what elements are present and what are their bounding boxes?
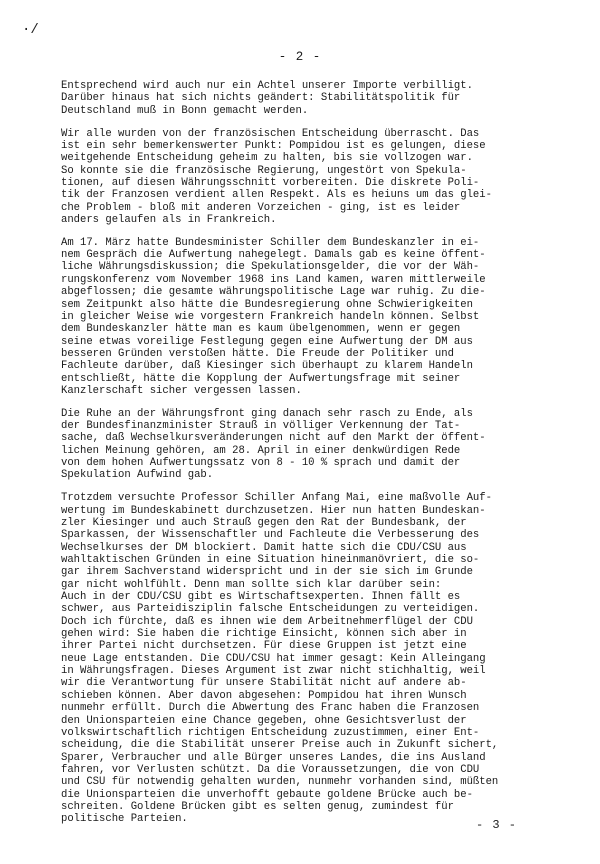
corner-mark: ·/ (22, 22, 39, 38)
text-line: und CSU für notwendig gehalten wurden, nunmehr vorhanden sind, müßten (61, 776, 499, 789)
text-line: tionen, auf diesen Währungsschnitt vorbereiten. Die diskrete Poli- (61, 176, 480, 189)
text-line: rungskonferenz vom November 1968 ins Land kamen, waren mittlerweile (61, 273, 486, 286)
text-line: Trotzdem versuchte Professor Schiller Anfang Mai, eine maßvolle Auf- (61, 492, 492, 505)
text-line: schieben können. Aber davon abgesehen: Pompidou hat ihren Wunsch (61, 689, 467, 702)
text-line: schwer, aus Parteidisziplin falsche Entscheidungen zu verteidigen. (61, 603, 480, 616)
text-line: in Währungsfragen. Dieses Argument ist zwar nicht stichhaltig, weil (61, 665, 486, 678)
text-line: ist ein sehr bemerkenswerter Punkt: Pompidou ist es gelungen, diese (61, 139, 486, 152)
text-line: lichen Meinung gehören, am 28. April in einer denkwürdigen Rede (61, 444, 461, 457)
text-line: Wir alle wurden von der französischen Entscheidung überrascht. Das (61, 127, 480, 140)
text-line: von dem hohen Aufwertungssatz von 8 - 10 % sprach und damit der (61, 457, 461, 470)
text-line: So konnte sie die französische Regierung, ungestört von Spekula- (61, 164, 467, 177)
text-line: gar nicht wohlfühlt. Denn man sollte sich klar darüber sein: (61, 578, 442, 591)
text-line: der Bundesfinanzminister Strauß in völliger Verkennung der Tat- (61, 420, 461, 433)
paragraph-3 (61, 237, 571, 397)
text-line: schreiten. Goldene Brücken gibt es selten genug, zumindest für (61, 800, 454, 813)
text-line: wertung im Bundeskabinett durchzusetzen. Hier nun hatten Bundeskan- (61, 504, 486, 517)
text-line: volkswirtschaftlich richtigen Entscheidung zuzustimmen, einer Ent- (61, 726, 480, 739)
text-line: nunmehr erfüllt. Durch die Abwertung des Franc haben die Franzosen (61, 702, 480, 715)
text-line: Entsprechend wird auch nur ein Achtel unserer Importe verbilligt. (61, 80, 473, 92)
text-line: Die Ruhe an der Währungsfront ging danach sehr rasch zu Ende, als (61, 407, 473, 420)
text-line: nem Gespräch die Aufwertung nahegelegt. Damals gab es keine öffent- (61, 249, 486, 262)
text-line: Fachleute darüber, daß Kiesinger sich überhaupt zu klarem Handeln (61, 360, 473, 373)
paragraph-2 (61, 128, 571, 227)
text-line: seine etwas voreilige Festlegung gegen eine Aufwertung der DM aus (61, 335, 473, 348)
text-line: Darüber hinaus hat sich nichts geändert: Stabilitätspolitik für (61, 92, 461, 105)
text-line: in gleicher Weise wie vorgestern Frankreich handeln können. Selbst (61, 310, 480, 323)
text-line: ihrer Partei nicht durchsetzen. Für diese Gruppen ist jetzt eine (61, 640, 467, 653)
text-line: liche Währungsdiskussion; die Spekulationsgelder, die vor der Wäh- (61, 261, 480, 274)
text-line: sache, daß Wechselkursveränderungen nicht auf den Markt der öffent- (61, 432, 486, 445)
text-line: gar ihrem Sachverstand widerspricht und in der sie sich im Grunde (61, 566, 473, 579)
text-line: wir die Verantwortung für unsere Stabilität nicht auf andere ab- (61, 677, 467, 690)
text-line: scheidung, die die Stabilität unserer Preise auch in Zukunft sichert, (61, 739, 499, 752)
text-line: die Unionsparteien die unverhofft gebaute goldene Brücke auch be- (61, 788, 473, 801)
text-line: Kanzlerschaft sicher vergessen lassen. (61, 384, 302, 397)
next-page-marker: - 3 - (476, 818, 518, 832)
text-line: Auch in der CDU/CSU gibt es Wirtschaftsexperten. Ihnen fällt es (61, 591, 461, 604)
text-line: politische Parteien. (61, 813, 188, 826)
text-line: besseren Gründen verstoßen hätte. Die Freude der Politiker und (61, 347, 454, 360)
text-line: abgeflossen; die gesamte währungspolitische Lage war ruhig. Zu die- (61, 286, 486, 299)
paragraph-5 (61, 492, 571, 825)
page-number: - 2 - (278, 50, 322, 64)
paragraph-1 (61, 80, 571, 117)
text-line: den Unionsparteien eine Chance gegeben, ohne Gesichtsverlust der (61, 714, 467, 727)
text-line: che Problem - bloß mit anderen Vorzeichen - ging, ist es leider (61, 201, 461, 214)
text-line: dem Bundeskanzler hätte man es kaum übelgenommen, wenn er gegen (61, 323, 461, 336)
text-line: Doch ich fürchte, daß es ihnen wie dem Arbeitnehmerflügel der CDU (61, 615, 473, 628)
text-line: Deutschland muß in Bonn gemacht werden. (61, 104, 309, 117)
text-line: tik der Franzosen verdient allen Respekt. Als es heiuns um das glei- (61, 189, 492, 202)
text-line: Wechselkurses der DM blockiert. Damit hatte sich die CDU/CSU aus (61, 541, 467, 554)
text-line: sem Zeitpunkt also hätte die Bundesregierung ohne Schwierigkeiten (61, 298, 473, 311)
text-line: gehen wird: Sie haben die richtige Einsicht, können sich aber in (61, 628, 467, 641)
text-line: entschließt, hätte die Kopplung der Aufwertungsfrage mit seiner (61, 372, 461, 385)
text-line: Spekulation Aufwind gab. (61, 469, 214, 482)
paragraph-4 (61, 408, 571, 482)
text-line: fahren, vor Verlusten schützt. Da die Voraussetzungen, die von CDU (61, 763, 480, 776)
text-line: Sparer, Verbraucher und alle Bürger unseres Landes, die ins Ausland (61, 751, 486, 764)
document-body (61, 80, 571, 836)
text-line: neue Lage entstanden. Die CDU/CSU hat immer gesagt: Kein Alleingang (61, 652, 486, 665)
text-line: Am 17. März hatte Bundesminister Schiller dem Bundeskanzler in ei- (61, 236, 480, 249)
text-line: wahltaktischen Gründen in eine Situation hineinmanövriert, die so- (61, 554, 480, 567)
text-line: zler Kiesinger und auch Strauß gegen den Rat der Bundesbank, der (61, 517, 467, 529)
text-line: Sparkassen, der Wissenschaftler und Fachleute die Verbesserung des (61, 529, 480, 542)
text-line: anders gelaufen als in Frankreich. (61, 213, 277, 226)
text-line: weitgehende Entscheidung geheim zu halten, bis sie vollzogen war. (61, 152, 473, 165)
